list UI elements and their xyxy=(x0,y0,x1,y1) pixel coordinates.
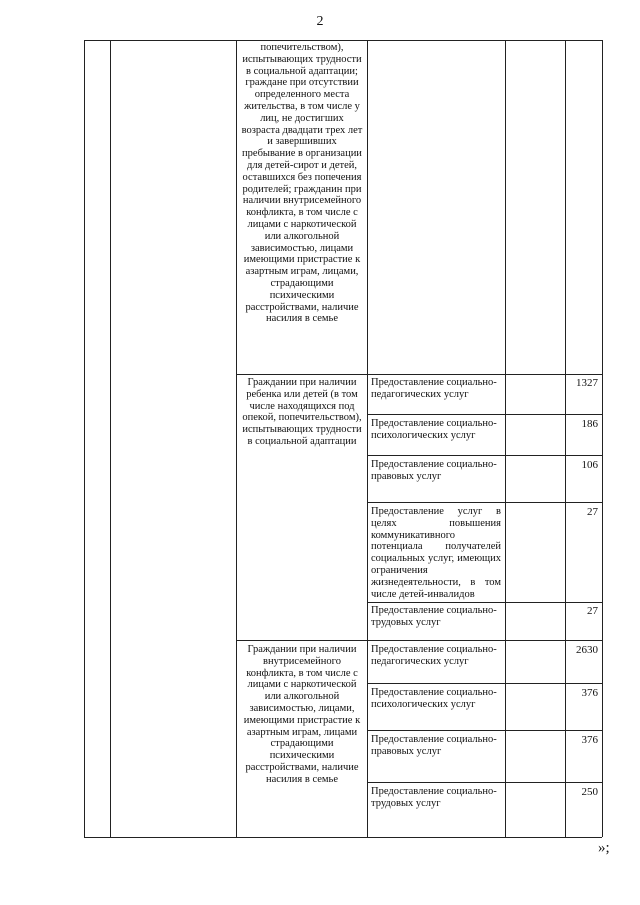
group2-value-2: 376 xyxy=(581,687,598,699)
group1-value-1: 1327 xyxy=(576,377,598,389)
group1-service-2: Предоставление социально-психологических услуг xyxy=(371,418,497,441)
closing-quote-mark: »; xyxy=(598,840,610,856)
group1-value-3: 106 xyxy=(581,459,598,471)
group1-value-2: 186 xyxy=(581,418,598,430)
group1-service-4: Предоставление услуг в целях повышения коммуникативного потенциала получателей социальных услуг, имеющих ограничения жизнедеятельности, в том числе детей-инвалидов xyxy=(371,506,501,600)
group1-service-3: Предоставление социально-правовых услуг xyxy=(371,459,497,482)
group2-service-3: Предоставление социально-правовых услуг xyxy=(371,734,497,757)
group2-service-1: Предоставление социально-педагогических услуг xyxy=(371,644,497,667)
group1-service-1: Предоставление социально-педагогических услуг xyxy=(371,377,497,400)
page-number: 2 xyxy=(316,14,324,29)
continued-category-cell: попечительством), испытывающих трудности в социальной адаптации; граждане при отсутствии определенного места жительства, в том числе у лиц, не достигших возраста двадцати трех лет и завершивших пребывание в организации для детей-сирот и детей, оставшихся без попечения родителей; гражданин при наличии внутрисемейного конфликта, в том числе с лицами с наркотической или алкогольной зависимостью, лицами имеющими пристрастие к азартным играм, лицами, страдающими психическими расстройствами, наличие насилия в семье xyxy=(241,42,363,325)
group1-value-4: 27 xyxy=(587,506,598,518)
group1-service-5: Предоставление социально-трудовых услуг xyxy=(371,605,497,628)
group1-value-5: 27 xyxy=(587,605,598,617)
group2-service-4: Предоставление социально-трудовых услуг xyxy=(371,786,497,809)
group2-value-3: 376 xyxy=(581,734,598,746)
group2-category-cell: Граждании при наличии внутрисемейного конфликта, в том числе с лицами с наркотической или алкогольной зависимостью, лицами, имеющими пристрастие к азартным играм, лицами страдающими психическими расстройствами, наличие насилия в семье xyxy=(243,644,361,785)
group2-value-4: 250 xyxy=(581,786,598,798)
group1-category-cell: Граждании при наличии ребенка или детей (в том числе находящихся под опекой, попечительством), испытывающих трудности в социальной адаптации xyxy=(242,377,362,447)
group2-value-1: 2630 xyxy=(576,644,598,656)
group2-service-2: Предоставление социально-психологических услуг xyxy=(371,687,497,710)
